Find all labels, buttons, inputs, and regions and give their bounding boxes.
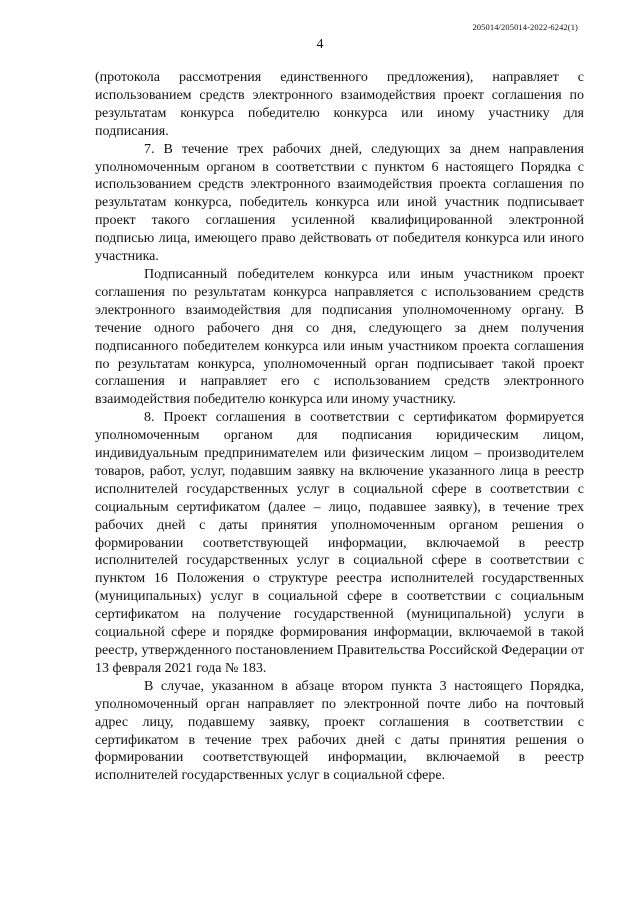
page-number: 4	[316, 37, 324, 52]
paragraph-item-8: 8. Проект соглашения в соответствии с сертификатом формируется уполномоченным органом для подписания юридическим лицом, индивидуальным предпринимателем или физическим лицом – производителем товаров, работ, услуг, подавшим заявку на включение указанного лица в реестр исполнителей государственных услуг в социальной сфере в соответствии с социальным сертификатом (далее – лицо, подавшее заявку), в течение трех рабочих дней с даты принятия уполномоченным органом решения о формировании соответствующей информации, включаемой в реестр исполнителей государственных услуг в социальной сфере в соответствии с пунктом 16 Положения о структуре реестра исполнителей государственных (муниципальных) услуг в социальной сфере в соответствии с социальным сертификатом на получение государственной (муниципальной) услуги в социальной сфере и порядке формирования информации, включаемой в такой реестр, утвержденного постановлением Правительства Российской Федерации от 13 февраля 2021 года № 183.	[95, 410, 584, 676]
document-id: 205014/205014-2022-6242(1)	[472, 22, 578, 32]
paragraph-continuation: (протокола рассмотрения единственного предложения), направляет с использованием средств электронного взаимодействия проект соглашения по результатам конкурса победителю конкурса или иному участнику для подписания.	[95, 70, 584, 139]
paragraph-case-clause-3: В случае, указанном в абзаце втором пункта 3 настоящего Порядка, уполномоченный орган направляет по электронной почте либо на почтовый адрес лицу, подавшему заявку, проект соглашения в соответствии с сертификатом в течение трех рабочих дней с даты принятия решения о формировании соответствующей информации, включаемой в реестр исполнителей государственных услуг в социальной сфере.	[95, 678, 584, 784]
paragraph-signed-draft: Подписанный победителем конкурса или иным участником проект соглашения по результатам конкурса направляется с использованием средств электронного взаимодействия для подписания уполномоченному органу. В течение одного рабочего дня со дня, следующего за днем получения подписанного победителем конкурса или иным участником проекта соглашения по результатам конкурса, уполномоченный орган подписывает такой проект соглашения и направляет его с использованием средств электронного взаимодействия победителю конкурса или иному участнику.	[95, 266, 584, 408]
document-body	[95, 69, 584, 785]
paragraph-item-7: 7. В течение трех рабочих дней, следующих за днем направления уполномоченным органом в соответствии с пунктом 6 настоящего Порядка с использованием средств электронного взаимодействия проекта соглашения по результатам конкурса, победитель конкурса или иной участник подписывает проект такого соглашения усиленной квалифицированной электронной подписью лица, имеющего право действовать от победителя конкурса или иного участника.	[95, 141, 584, 265]
